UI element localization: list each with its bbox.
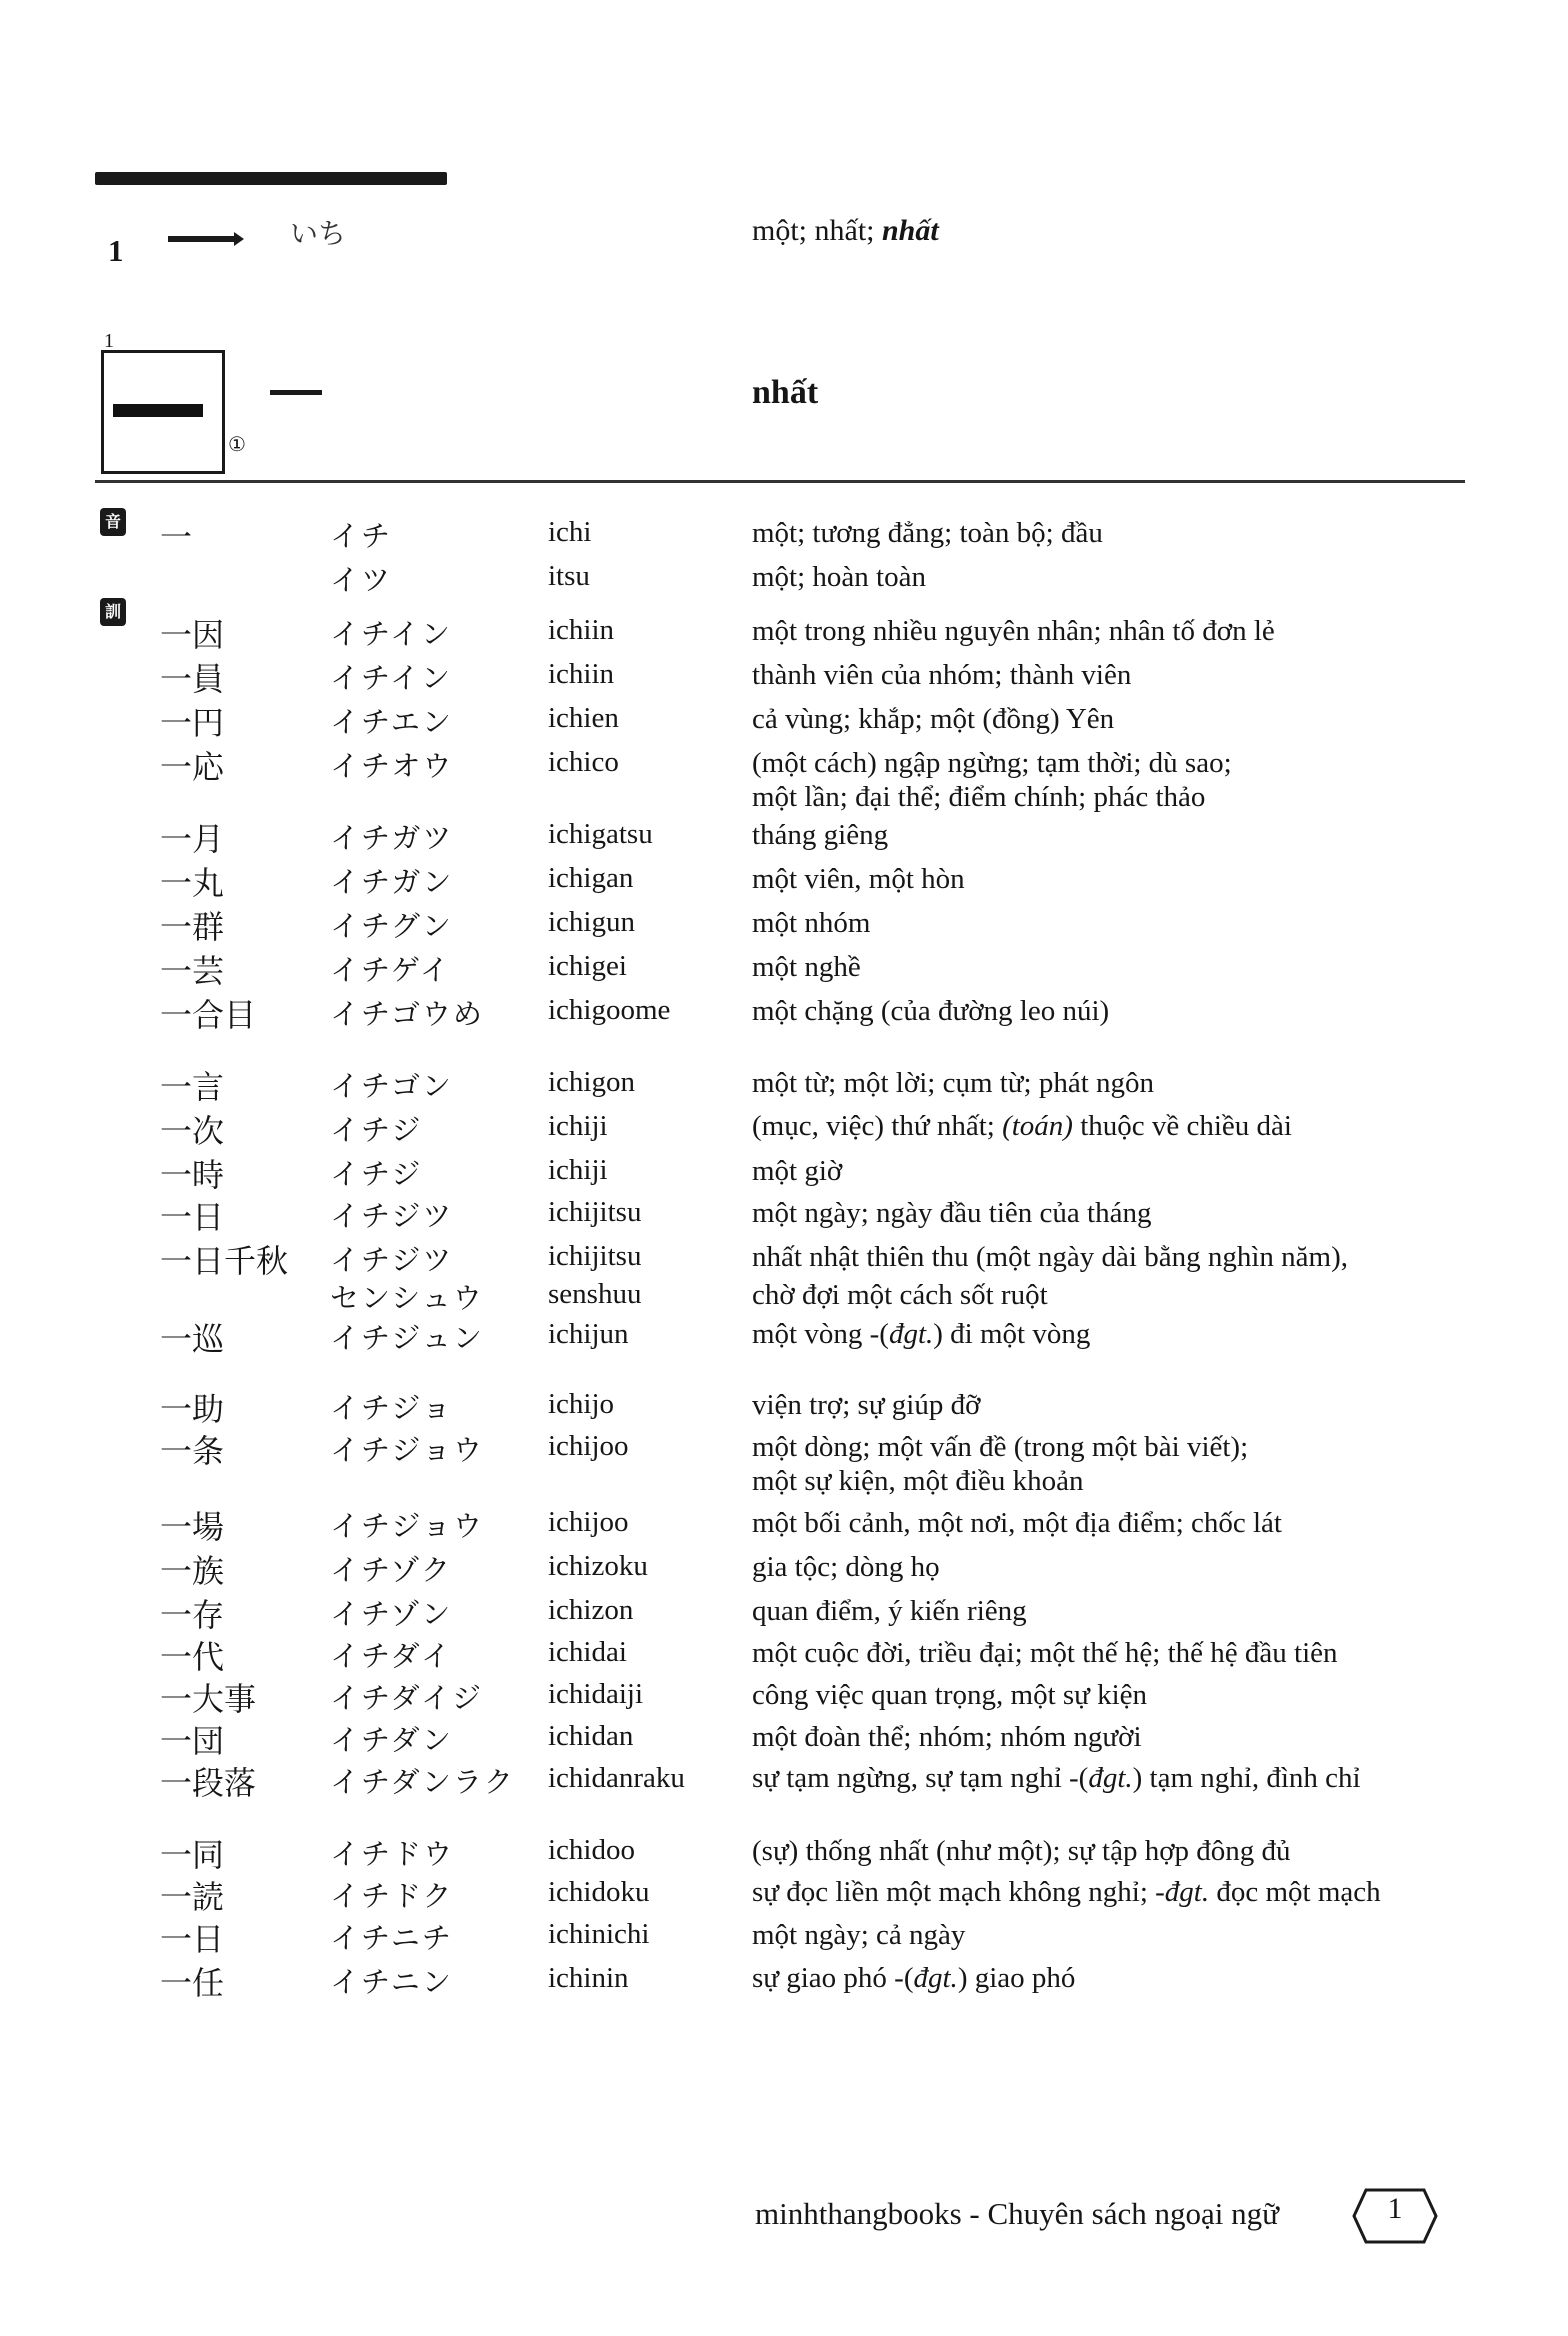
entry-katakana: イチダンラク [330, 1765, 515, 1799]
meaning-line: một viên, một hòn [752, 863, 965, 895]
meaning-abbrev: đgt. [913, 1962, 958, 1994]
entry-romaji: ichiin [548, 614, 615, 646]
entry-katakana: イチイン [330, 661, 452, 695]
entry-katakana: イチエン [330, 705, 453, 739]
meaning-abbrev: đgt. [1164, 1876, 1210, 1908]
entry-meaning [752, 906, 870, 940]
entry-meaning [752, 702, 1114, 736]
entry-kanji: 一群 [160, 908, 225, 946]
entry-romaji: ichijo [548, 1388, 615, 1420]
entry-meaning [752, 560, 926, 594]
entry-katakana: イチドウ [330, 1837, 455, 1871]
entry-meaning [752, 1318, 1090, 1351]
entry-kanji: 一因 [160, 616, 225, 654]
entry-romaji: ichidoku [548, 1876, 650, 1908]
entry-katakana: イチオウ [330, 749, 454, 783]
meaning-part: ) tạm nghỉ, đình chỉ [1132, 1762, 1361, 1794]
entry-kanji: 一条 [160, 1432, 225, 1470]
entry-kanji: 一月 [160, 820, 225, 858]
entry-meaning [752, 1550, 940, 1584]
entry-romaji: ichigei [548, 950, 627, 982]
entry-kanji: 一存 [160, 1596, 225, 1634]
entry-kanji: 一芸 [160, 952, 225, 990]
meaning-part: sự giao phó -( [752, 1962, 914, 1994]
entry-katakana: イチジョウ [330, 1433, 484, 1467]
entry-romaji: ichico [548, 746, 619, 778]
entry-meaning [752, 818, 888, 852]
entry-romaji: ichien [548, 702, 619, 734]
meaning-line: một ngày; cả ngày [752, 1919, 966, 1951]
entry-katakana: イチジ [330, 1113, 423, 1147]
entry-meaning [752, 994, 1109, 1028]
entry-meaning [752, 1876, 1381, 1909]
entry-kanji: 一読 [160, 1878, 225, 1916]
meaning-part: đọc một mạch [1209, 1876, 1381, 1908]
entry-katakana: イチゲイ [330, 953, 451, 987]
meaning-abbrev: (toán) [1002, 1110, 1073, 1142]
entry-romaji: ichi [548, 516, 592, 548]
meaning-line: một từ; một lời; cụm từ; phát ngôn [752, 1067, 1155, 1099]
meaning-line: một lần; đại thể; điểm chính; phác thảo [752, 781, 1206, 813]
meaning-line: chờ đợi một cách sốt ruột [752, 1279, 1048, 1311]
meaning-part: ) giao phó [957, 1962, 1076, 1994]
entry-meaning [752, 746, 1232, 814]
entry-number: 1 [108, 233, 124, 268]
stroke-order-number: ① [228, 432, 246, 456]
entry-meaning [752, 1430, 1248, 1498]
meaning-abbrev: đgt. [888, 1318, 934, 1350]
stroke-count-label: 1 [104, 330, 114, 352]
entry-meaning [752, 1594, 1027, 1628]
entry-romaji: ichidoo [548, 1834, 635, 1866]
entry-katakana: イチダン [330, 1723, 453, 1757]
entry-romaji: ichiji [548, 1154, 608, 1186]
meaning-line: một cuộc đời, triều đại; một thế hệ; thế hệ đầu tiên [752, 1637, 1338, 1669]
section-rule [95, 480, 1465, 483]
meaning-part: sự tạm ngừng, sự tạm nghỉ -( [752, 1762, 1089, 1794]
entry-romaji: ichigun [548, 906, 635, 938]
meaning-line: một đoàn thể; nhóm; nhóm người [752, 1721, 1142, 1753]
entry-romaji: ichizon [548, 1594, 634, 1626]
entry-kanji: 一族 [160, 1552, 225, 1590]
entry-meaning [752, 1636, 1338, 1670]
entry-kanji: 一円 [160, 704, 225, 742]
entry-romaji: ichinin [548, 1962, 629, 1994]
entry-katakana: イチニン [330, 1965, 453, 1999]
entry-kanji: 一応 [160, 748, 225, 786]
header-meanings-text: một; nhất; [752, 214, 875, 247]
meaning-line: (sự) thống nhất (như một); sự tập hợp đông đủ [752, 1835, 1291, 1867]
meaning-line: một nhóm [752, 907, 871, 939]
entry-meaning [752, 1762, 1361, 1795]
entry-katakana: イチガツ [330, 821, 454, 855]
header-meanings-italic: nhất [882, 214, 939, 247]
entry-katakana: イチダイ [330, 1639, 452, 1673]
entry-romaji: ichiji [548, 1110, 608, 1142]
meaning-line: một sự kiện, một điều khoản [752, 1465, 1084, 1497]
meaning-line: một bối cảnh, một nơi, một địa điểm; chốc lát [752, 1507, 1282, 1539]
entry-romaji: ichizoku [548, 1550, 648, 1582]
meaning-line: một ngày; ngày đầu tiên của tháng [752, 1197, 1152, 1229]
kun-reading-badge: 訓 [100, 598, 126, 626]
entry-romaji: ichidai [548, 1636, 627, 1668]
entry-katakana: イチジョ [330, 1391, 453, 1425]
entry-romaji: ichinichi [548, 1918, 650, 1950]
page-number: 1 [1387, 2192, 1403, 2225]
entry-meaning [752, 1240, 1348, 1274]
meaning-line: (một cách) ngập ngừng; tạm thời; dù sao; [752, 747, 1232, 779]
small-kanji-glyph [270, 390, 322, 395]
meaning-line: nhất nhật thiên thu (một ngày dài bằng nghìn năm), [752, 1241, 1348, 1273]
meaning-line: một trong nhiều nguyên nhân; nhân tố đơn lẻ [752, 615, 1275, 647]
entry-kanji: 一巡 [160, 1320, 225, 1358]
entry-kanji: 一同 [160, 1836, 225, 1874]
entry-romaji: ichidanraku [548, 1762, 685, 1794]
entry-kanji: 一大事 [160, 1680, 257, 1718]
meaning-line: quan điểm, ý kiến riêng [752, 1595, 1027, 1627]
meaning-part: (mục, việc) thứ nhất; [752, 1110, 1003, 1142]
entry-meaning [752, 516, 1103, 550]
meaning-part: ) đi một vòng [933, 1318, 1091, 1350]
meaning-abbrev: đgt. [1088, 1762, 1133, 1794]
meaning-line: công việc quan trọng, một sự kiện [752, 1679, 1148, 1711]
entry-katakana: イチ [330, 519, 393, 553]
footer-text: minhthangbooks - Chuyên sách ngoại ngữ [755, 2196, 1279, 2231]
entry-romaji: ichijoo [548, 1506, 629, 1538]
entry-katakana: イチドク [330, 1879, 454, 1913]
meaning-line: thành viên của nhóm; thành viên [752, 659, 1132, 691]
meaning-line: viện trợ; sự giúp đỡ [752, 1389, 981, 1421]
entry-katakana: イチゾン [330, 1597, 453, 1631]
entry-kanji: 一時 [160, 1156, 225, 1194]
entry-romaji: ichijoo [548, 1430, 629, 1462]
entry-katakana: イチジツ [330, 1199, 454, 1233]
entry-kanji: 一合目 [160, 996, 257, 1034]
entry-meaning [752, 1110, 1292, 1143]
entry-katakana: イチゴウめ [330, 997, 484, 1031]
entry-katakana: イチダイジ [330, 1681, 483, 1715]
entry-kanji: 一日 [160, 1198, 225, 1236]
entry-romaji: ichijun [548, 1318, 629, 1350]
entry-kanji: 一代 [160, 1638, 225, 1676]
entry-meaning [752, 658, 1131, 692]
entry-kanji: 一団 [160, 1722, 225, 1760]
entry-romaji: itsu [548, 560, 590, 592]
meaning-line: một chặng (của đường leo núi) [752, 995, 1110, 1027]
entry-kanji: 一 [160, 518, 193, 556]
entry-kanji: 一段落 [160, 1764, 257, 1802]
entry-katakana: イチグン [330, 909, 453, 943]
meaning-line: một dòng; một vấn đề (trong một bài viết); [752, 1431, 1249, 1463]
entry-meaning [752, 1720, 1142, 1754]
entry-katakana: イチゴン [330, 1069, 453, 1103]
entry-meaning [752, 1278, 1048, 1312]
entry-meaning [752, 1388, 980, 1422]
entry-meaning [752, 1962, 1075, 1995]
entry-katakana: イチイン [330, 617, 452, 651]
entry-meaning [752, 614, 1275, 648]
meaning-part: một vòng -( [752, 1318, 889, 1350]
entry-kanji: 一場 [160, 1508, 225, 1546]
meaning-line: một giờ [752, 1155, 843, 1187]
entry-meaning [752, 1834, 1291, 1868]
entry-katakana: イチニチ [330, 1921, 453, 1955]
entry-kanji: 一日千秋 [160, 1242, 289, 1280]
entry-katakana: イチジツ [330, 1243, 454, 1277]
kun-reading: いち [290, 217, 347, 250]
entry-kanji: 一員 [160, 660, 225, 698]
entry-meaning [752, 1918, 965, 1952]
meaning-line: tháng giêng [752, 819, 889, 851]
meaning-line: cả vùng; khắp; một (đồng) Yên [752, 703, 1115, 735]
meaning-line: một; tương đẳng; toàn bộ; đầu [752, 517, 1103, 549]
entry-meaning [752, 1506, 1282, 1540]
entry-romaji: ichijitsu [548, 1240, 642, 1272]
entry-kanji: 一言 [160, 1068, 225, 1106]
entry-katakana: イチゾク [330, 1553, 452, 1587]
kanji-box-glyph [113, 404, 203, 417]
top-rule [95, 172, 447, 185]
entry-romaji: ichiin [548, 658, 615, 690]
meaning-line: một; hoàn toàn [752, 561, 926, 593]
entry-kanji: 一次 [160, 1112, 225, 1150]
entry-meaning [752, 1066, 1154, 1100]
entry-meaning [752, 862, 965, 896]
entry-romaji: ichigatsu [548, 818, 653, 850]
meaning-part: thuộc về chiều dài [1072, 1110, 1292, 1142]
entry-katakana: イチジ [330, 1157, 423, 1191]
entry-meaning [752, 1154, 842, 1188]
entry-romaji: ichidaiji [548, 1678, 644, 1710]
entry-kanji: 一丸 [160, 864, 225, 902]
header-meanings [752, 214, 939, 248]
on-reading-badge: 音 [100, 508, 126, 536]
entry-romaji: ichigon [548, 1066, 635, 1098]
entry-katakana: イチジョウ [330, 1509, 484, 1543]
entry-katakana: センシュウ [330, 1281, 484, 1315]
meaning-part: sự đọc liền một mạch không nghỉ; - [752, 1876, 1165, 1908]
entry-romaji: senshuu [548, 1278, 642, 1310]
entry-meaning [752, 1196, 1151, 1230]
entry-katakana: イツ [330, 563, 393, 597]
meaning-line: gia tộc; dòng họ [752, 1551, 940, 1583]
entry-kanji: 一日 [160, 1920, 225, 1958]
entry-romaji: ichigoome [548, 994, 671, 1026]
entry-romaji: ichigan [548, 862, 634, 894]
kanji-glyph-inline [168, 236, 238, 242]
entry-katakana: イチジュン [330, 1321, 484, 1355]
entry-romaji: ichidan [548, 1720, 634, 1752]
entry-meaning [752, 950, 861, 984]
entry-romaji: ichijitsu [548, 1196, 642, 1228]
entry-kanji: 一任 [160, 1964, 225, 2002]
meaning-line: một nghề [752, 951, 861, 983]
entry-kanji: 一助 [160, 1390, 225, 1428]
sino-vietnamese-reading: nhất [752, 374, 819, 411]
entry-meaning [752, 1678, 1147, 1712]
entry-katakana: イチガン [330, 865, 454, 899]
